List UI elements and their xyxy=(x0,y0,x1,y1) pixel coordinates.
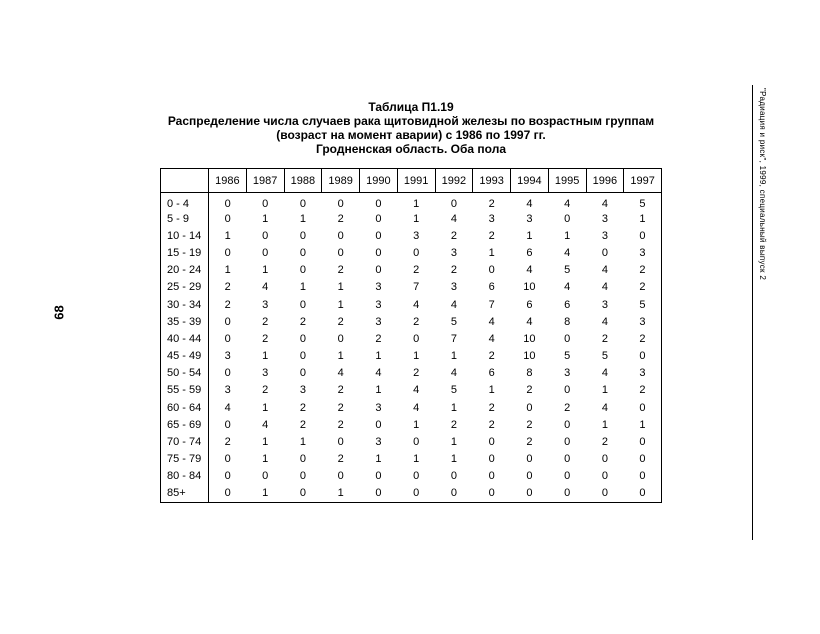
case-count-cell: 2 xyxy=(299,418,306,431)
case-count-cell: 2 xyxy=(337,315,344,328)
case-count-cell: 0 xyxy=(639,453,646,466)
age-group-label: 55 - 59 xyxy=(161,382,209,399)
table-title-line-4: Гродненская область. Оба пола xyxy=(316,142,506,156)
header-row xyxy=(161,169,662,193)
case-count-cell: 2 xyxy=(488,350,495,363)
case-count-cell: 4 xyxy=(601,281,608,294)
case-count-cell: 1 xyxy=(413,453,420,466)
case-count-cell: 5 xyxy=(450,384,457,397)
case-count-cell: 0 xyxy=(375,212,382,225)
case-count-cell: 0 xyxy=(262,470,269,483)
age-group-label: 30 - 34 xyxy=(161,296,209,313)
case-count-cell: 2 xyxy=(526,418,533,431)
case-count-cell: 3 xyxy=(526,212,533,225)
case-count-cell: 4 xyxy=(337,367,344,380)
case-count-cell: 1 xyxy=(262,453,269,466)
case-count-cell: 2 xyxy=(488,418,495,431)
age-group-label: 60 - 64 xyxy=(161,399,209,416)
case-count-cell: 0 xyxy=(337,470,344,483)
case-count-cell: 4 xyxy=(450,212,457,225)
case-count-cell: 0 xyxy=(450,470,457,483)
case-count-cell: 0 xyxy=(450,487,457,500)
case-count-cell: 2 xyxy=(450,229,457,242)
case-count-cell: 1 xyxy=(413,198,420,210)
age-group-label: 70 - 74 xyxy=(161,433,209,450)
case-count-cell: 2 xyxy=(601,436,608,449)
case-count-cell: 0 xyxy=(413,332,420,345)
case-count-cell: 1 xyxy=(262,212,269,225)
case-count-cell: 4 xyxy=(488,332,495,345)
case-count-cell: 1 xyxy=(262,350,269,363)
case-count-cell: 4 xyxy=(488,315,495,328)
case-count-cell: 1 xyxy=(450,436,457,449)
case-count-cell: 4 xyxy=(601,264,608,277)
case-count-cell: 0 xyxy=(413,436,420,449)
case-count-cell: 1 xyxy=(262,401,269,414)
case-count-cell: 1 xyxy=(601,418,608,431)
table-title-line-2: Распределение числа случаев рака щитовидной железы по возрастным группам xyxy=(167,114,655,128)
case-count-cell: 3 xyxy=(639,367,646,380)
case-count-cell: 2 xyxy=(526,436,533,449)
case-count-cell: 3 xyxy=(262,367,269,380)
case-count-cell: 0 xyxy=(413,246,420,259)
case-count-cell: 2 xyxy=(337,212,344,225)
case-count-cell: 5 xyxy=(639,198,646,210)
table-row xyxy=(161,279,662,296)
case-count-cell: 2 xyxy=(488,229,495,242)
case-count-cell: 0 xyxy=(375,487,382,500)
year-column-header: 1991 xyxy=(397,169,435,193)
case-count-cell: 0 xyxy=(224,332,231,345)
case-count-cell: 4 xyxy=(224,401,231,414)
corner-cell xyxy=(161,169,209,193)
case-count-cell: 2 xyxy=(639,384,646,397)
case-count-cell: 0 xyxy=(488,436,495,449)
case-count-cell: 1 xyxy=(526,229,533,242)
case-count-cell: 1 xyxy=(413,350,420,363)
case-count-cell: 2 xyxy=(639,264,646,277)
age-group-label: 85+ xyxy=(161,485,209,502)
year-column-header: 1988 xyxy=(284,169,322,193)
case-count-cell: 2 xyxy=(337,264,344,277)
case-count-cell: 3 xyxy=(639,315,646,328)
table-row xyxy=(161,485,662,502)
case-count-cell: 2 xyxy=(413,315,420,328)
table-header xyxy=(161,169,662,193)
case-count-cell: 0 xyxy=(337,332,344,345)
case-count-cell: 3 xyxy=(375,315,382,328)
case-count-cell: 1 xyxy=(299,436,306,449)
case-count-cell: 6 xyxy=(526,298,533,311)
case-count-cell: 3 xyxy=(601,212,608,225)
case-count-cell: 2 xyxy=(639,281,646,294)
case-count-cell: 0 xyxy=(299,298,306,311)
case-count-cell: 3 xyxy=(375,436,382,449)
case-count-cell: 4 xyxy=(564,281,571,294)
case-count-cell: 0 xyxy=(601,487,608,500)
case-count-cell: 10 xyxy=(523,281,536,294)
case-count-cell: 0 xyxy=(564,470,571,483)
table-row xyxy=(161,399,662,416)
case-count-cell: 7 xyxy=(488,298,495,311)
case-count-cell: 0 xyxy=(564,436,571,449)
case-count-cell: 0 xyxy=(224,487,231,500)
table-row xyxy=(161,416,662,433)
case-count-cell: 0 xyxy=(639,436,646,449)
case-count-cell: 0 xyxy=(224,453,231,466)
case-count-cell: 7 xyxy=(413,281,420,294)
case-count-cell: 0 xyxy=(337,246,344,259)
case-count-cell: 0 xyxy=(375,418,382,431)
age-group-label: 20 - 24 xyxy=(161,262,209,279)
case-count-cell: 2 xyxy=(639,332,646,345)
case-count-cell: 2 xyxy=(224,298,231,311)
case-count-cell: 0 xyxy=(262,198,269,210)
case-count-cell: 1 xyxy=(488,246,495,259)
case-count-cell: 1 xyxy=(450,401,457,414)
case-count-cell: 4 xyxy=(526,315,533,328)
case-count-cell: 0 xyxy=(224,470,231,483)
age-group-label: 15 - 19 xyxy=(161,244,209,261)
table-row xyxy=(161,210,662,227)
case-count-cell: 4 xyxy=(375,367,382,380)
case-count-cell: 0 xyxy=(299,367,306,380)
age-group-label: 75 - 79 xyxy=(161,451,209,468)
table-row xyxy=(161,451,662,468)
case-count-cell: 3 xyxy=(224,384,231,397)
case-count-cell: 4 xyxy=(601,401,608,414)
table-row xyxy=(161,193,662,211)
case-count-cell: 1 xyxy=(299,281,306,294)
case-count-cell: 0 xyxy=(224,212,231,225)
age-group-label: 50 - 54 xyxy=(161,365,209,382)
case-count-cell: 1 xyxy=(375,384,382,397)
case-count-cell: 4 xyxy=(526,198,533,210)
case-count-cell: 0 xyxy=(526,453,533,466)
case-count-cell: 0 xyxy=(450,198,457,210)
case-count-cell: 0 xyxy=(564,384,571,397)
table-body xyxy=(161,193,662,503)
case-count-cell: 0 xyxy=(526,487,533,500)
case-count-cell: 2 xyxy=(224,281,231,294)
age-group-label: 25 - 29 xyxy=(161,279,209,296)
case-count-cell: 4 xyxy=(450,298,457,311)
case-count-cell: 0 xyxy=(564,212,571,225)
case-count-cell: 2 xyxy=(413,367,420,380)
case-count-cell: 10 xyxy=(523,350,536,363)
case-count-cell: 1 xyxy=(337,350,344,363)
year-column-header: 1996 xyxy=(586,169,624,193)
year-column-header: 1990 xyxy=(360,169,398,193)
case-count-cell: 0 xyxy=(488,264,495,277)
case-count-cell: 3 xyxy=(450,246,457,259)
case-count-cell: 4 xyxy=(564,198,571,210)
case-count-cell: 2 xyxy=(262,384,269,397)
case-count-cell: 0 xyxy=(375,470,382,483)
case-count-cell: 0 xyxy=(601,246,608,259)
case-count-cell: 3 xyxy=(450,281,457,294)
year-column-header: 1992 xyxy=(435,169,473,193)
age-group-label: 80 - 84 xyxy=(161,468,209,485)
table-row xyxy=(161,365,662,382)
case-count-cell: 0 xyxy=(224,418,231,431)
year-column-header: 1994 xyxy=(511,169,549,193)
case-count-cell: 1 xyxy=(639,418,646,431)
case-count-cell: 2 xyxy=(337,453,344,466)
case-count-cell: 4 xyxy=(564,246,571,259)
case-count-cell: 1 xyxy=(639,212,646,225)
case-count-cell: 0 xyxy=(639,350,646,363)
case-count-cell: 2 xyxy=(488,198,495,210)
case-count-cell: 5 xyxy=(450,315,457,328)
case-count-cell: 6 xyxy=(526,246,533,259)
case-count-cell: 2 xyxy=(601,332,608,345)
case-count-cell: 0 xyxy=(413,487,420,500)
case-count-cell: 1 xyxy=(413,418,420,431)
case-count-cell: 3 xyxy=(488,212,495,225)
case-count-cell: 8 xyxy=(526,367,533,380)
case-count-cell: 2 xyxy=(450,264,457,277)
case-count-cell: 1 xyxy=(262,264,269,277)
case-count-cell: 0 xyxy=(299,246,306,259)
age-group-label: 45 - 49 xyxy=(161,348,209,365)
case-count-cell: 0 xyxy=(299,264,306,277)
case-count-cell: 1 xyxy=(224,229,231,242)
case-count-cell: 1 xyxy=(601,384,608,397)
case-count-cell: 3 xyxy=(262,298,269,311)
journal-side-note: "Радиация и риск", 1999, специальный выпуск 2 xyxy=(758,88,767,281)
case-count-cell: 4 xyxy=(262,418,269,431)
table-title-line-3: (возраст на момент аварии) с 1986 по 1997 гг. xyxy=(276,128,546,142)
cancer-cases-table xyxy=(160,168,662,503)
case-count-cell: 0 xyxy=(488,453,495,466)
case-count-cell: 0 xyxy=(299,350,306,363)
case-count-cell: 6 xyxy=(488,281,495,294)
case-count-cell: 1 xyxy=(337,281,344,294)
year-column-header: 1993 xyxy=(473,169,511,193)
case-count-cell: 2 xyxy=(262,315,269,328)
case-count-cell: 1 xyxy=(299,212,306,225)
case-count-cell: 1 xyxy=(375,350,382,363)
case-count-cell: 1 xyxy=(413,212,420,225)
year-column-header: 1995 xyxy=(548,169,586,193)
year-column-header: 1989 xyxy=(322,169,360,193)
age-group-label: 0 - 4 xyxy=(161,193,209,211)
age-group-label: 35 - 39 xyxy=(161,313,209,330)
case-count-cell: 1 xyxy=(262,487,269,500)
table-row xyxy=(161,227,662,244)
case-count-cell: 0 xyxy=(375,198,382,210)
year-column-header: 1987 xyxy=(246,169,284,193)
case-count-cell: 6 xyxy=(564,298,571,311)
case-count-cell: 4 xyxy=(601,367,608,380)
case-count-cell: 2 xyxy=(526,384,533,397)
case-count-cell: 0 xyxy=(488,487,495,500)
age-group-label: 10 - 14 xyxy=(161,227,209,244)
case-count-cell: 5 xyxy=(564,264,571,277)
case-count-cell: 0 xyxy=(564,487,571,500)
case-count-cell: 0 xyxy=(488,470,495,483)
case-count-cell: 5 xyxy=(639,298,646,311)
case-count-cell: 4 xyxy=(526,264,533,277)
table-row xyxy=(161,244,662,261)
case-count-cell: 1 xyxy=(488,384,495,397)
case-count-cell: 1 xyxy=(262,436,269,449)
year-column-header: 1997 xyxy=(624,169,662,193)
table-row xyxy=(161,382,662,399)
case-count-cell: 2 xyxy=(375,332,382,345)
table-row xyxy=(161,330,662,347)
case-count-cell: 1 xyxy=(337,487,344,500)
case-count-cell: 0 xyxy=(224,315,231,328)
case-count-cell: 0 xyxy=(639,401,646,414)
case-count-cell: 0 xyxy=(262,229,269,242)
case-count-cell: 1 xyxy=(564,229,571,242)
case-count-cell: 3 xyxy=(375,298,382,311)
case-count-cell: 0 xyxy=(526,401,533,414)
case-count-cell: 10 xyxy=(523,332,536,345)
case-count-cell: 2 xyxy=(337,384,344,397)
case-count-cell: 3 xyxy=(224,350,231,363)
case-count-cell: 3 xyxy=(564,367,571,380)
case-count-cell: 0 xyxy=(224,246,231,259)
case-count-cell: 3 xyxy=(639,246,646,259)
document-content xyxy=(160,100,662,503)
case-count-cell: 0 xyxy=(224,198,231,210)
case-count-cell: 4 xyxy=(601,198,608,210)
case-count-cell: 1 xyxy=(224,264,231,277)
case-count-cell: 0 xyxy=(375,264,382,277)
case-count-cell: 1 xyxy=(450,453,457,466)
case-count-cell: 0 xyxy=(337,436,344,449)
case-count-cell: 0 xyxy=(639,229,646,242)
case-count-cell: 6 xyxy=(488,367,495,380)
case-count-cell: 4 xyxy=(413,384,420,397)
age-group-label: 5 - 9 xyxy=(161,210,209,227)
case-count-cell: 2 xyxy=(299,401,306,414)
case-count-cell: 1 xyxy=(337,298,344,311)
case-count-cell: 2 xyxy=(337,401,344,414)
case-count-cell: 3 xyxy=(299,384,306,397)
case-count-cell: 0 xyxy=(601,470,608,483)
age-group-label: 65 - 69 xyxy=(161,416,209,433)
case-count-cell: 0 xyxy=(639,470,646,483)
case-count-cell: 0 xyxy=(564,418,571,431)
case-count-cell: 3 xyxy=(601,298,608,311)
case-count-cell: 2 xyxy=(299,315,306,328)
case-count-cell: 0 xyxy=(601,453,608,466)
case-count-cell: 4 xyxy=(450,367,457,380)
case-count-cell: 0 xyxy=(413,470,420,483)
table-row xyxy=(161,296,662,313)
case-count-cell: 2 xyxy=(488,401,495,414)
year-column-header: 1986 xyxy=(209,169,247,193)
case-count-cell: 0 xyxy=(375,246,382,259)
case-count-cell: 2 xyxy=(413,264,420,277)
case-count-cell: 0 xyxy=(299,470,306,483)
case-count-cell: 3 xyxy=(375,401,382,414)
case-count-cell: 0 xyxy=(299,453,306,466)
case-count-cell: 7 xyxy=(450,332,457,345)
case-count-cell: 2 xyxy=(262,332,269,345)
case-count-cell: 0 xyxy=(299,332,306,345)
case-count-cell: 2 xyxy=(224,436,231,449)
side-rule xyxy=(752,85,753,540)
case-count-cell: 3 xyxy=(413,229,420,242)
age-group-label: 40 - 44 xyxy=(161,330,209,347)
case-count-cell: 0 xyxy=(224,367,231,380)
case-count-cell: 0 xyxy=(564,332,571,345)
case-count-cell: 0 xyxy=(639,487,646,500)
case-count-cell: 0 xyxy=(299,229,306,242)
case-count-cell: 1 xyxy=(375,453,382,466)
case-count-cell: 0 xyxy=(564,453,571,466)
case-count-cell: 5 xyxy=(564,350,571,363)
case-count-cell: 2 xyxy=(450,418,457,431)
case-count-cell: 4 xyxy=(601,315,608,328)
case-count-cell: 0 xyxy=(526,470,533,483)
case-count-cell: 8 xyxy=(564,315,571,328)
case-count-cell: 3 xyxy=(601,229,608,242)
case-count-cell: 0 xyxy=(299,487,306,500)
table-row xyxy=(161,313,662,330)
case-count-cell: 0 xyxy=(262,246,269,259)
case-count-cell: 0 xyxy=(299,198,306,210)
case-count-cell: 1 xyxy=(450,350,457,363)
case-count-cell: 0 xyxy=(337,229,344,242)
table-row xyxy=(161,262,662,279)
case-count-cell: 2 xyxy=(337,418,344,431)
case-count-cell: 4 xyxy=(413,401,420,414)
case-count-cell: 2 xyxy=(564,401,571,414)
case-count-cell: 3 xyxy=(375,281,382,294)
table-row xyxy=(161,433,662,450)
case-count-cell: 0 xyxy=(375,229,382,242)
case-count-cell: 0 xyxy=(337,198,344,210)
table-number-title: Таблица П1.19 xyxy=(368,100,454,114)
page-number: 68 xyxy=(51,305,67,320)
case-count-cell: 4 xyxy=(262,281,269,294)
case-count-cell: 5 xyxy=(601,350,608,363)
table-row xyxy=(161,348,662,365)
table-row xyxy=(161,468,662,485)
case-count-cell: 4 xyxy=(413,298,420,311)
